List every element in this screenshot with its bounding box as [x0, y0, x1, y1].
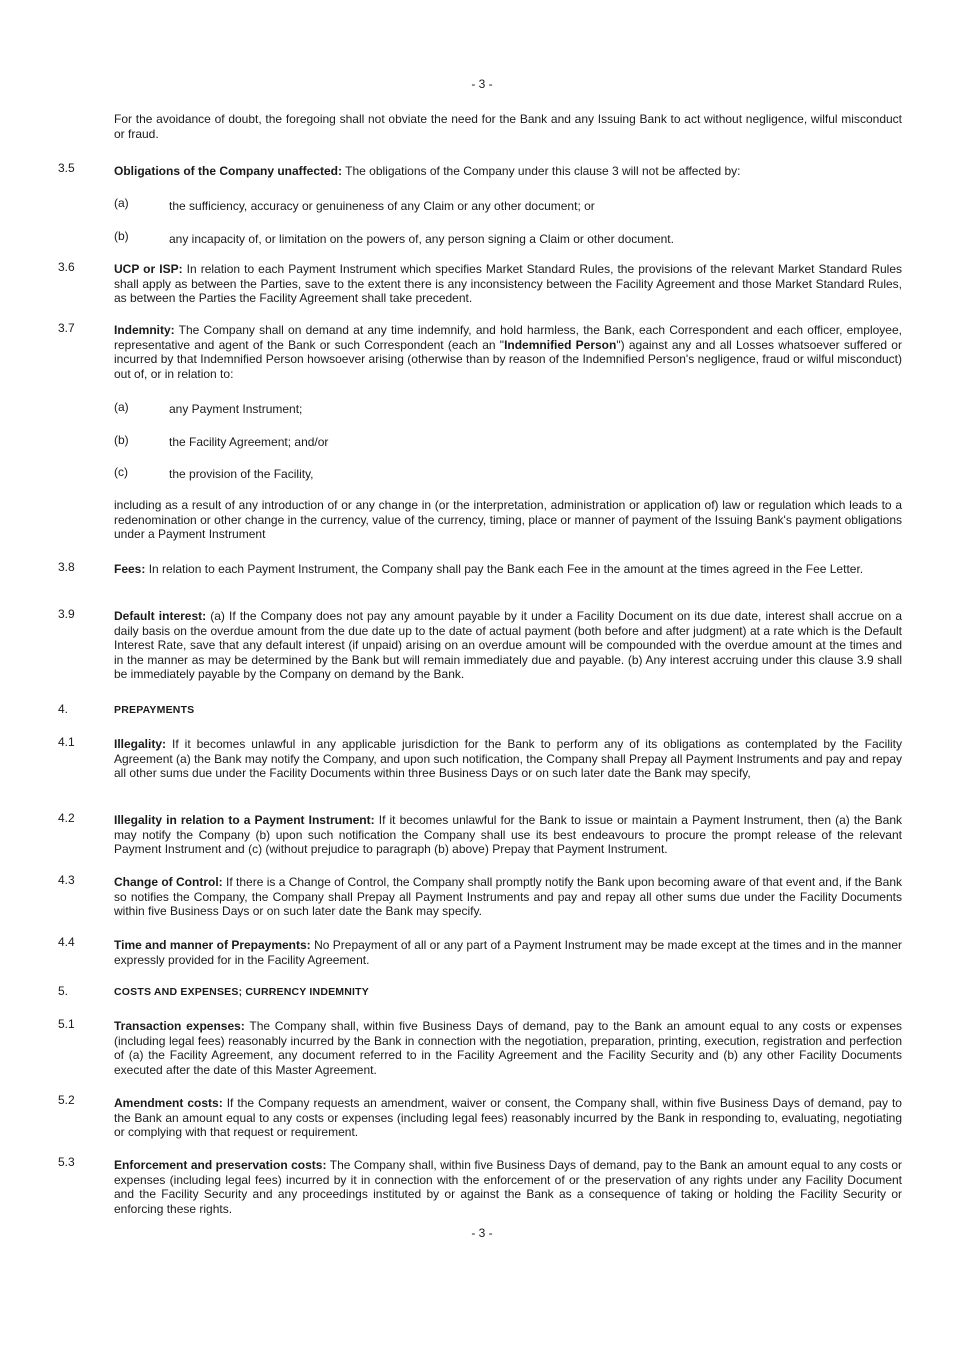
- defined-term: Indemnified Person: [504, 337, 617, 352]
- clause-heading: Enforcement and preservation costs:: [114, 1158, 327, 1172]
- clause-heading: Indemnity:: [114, 323, 175, 337]
- clause-3-7-tail: including as a result of any introduction of or any change in (or the interpretation, administration or application of) law or regulation which leads to a redenomination or other change in the currency, value of the currency, timing, place or manner of payment of the Issuing Bank's payment obligations under a Payment Instrument: [114, 498, 902, 541]
- item-text: the provision of the Facility,: [169, 467, 314, 481]
- clause-5-2: [114, 1096, 902, 1140]
- item-text: the sufficiency, accuracy or genuineness of any Claim or any other document; or: [169, 199, 595, 213]
- clause-number-3-8: 3.8: [58, 560, 75, 574]
- clause-text: In relation to each Payment Instrument which specifies Market Standard Rules, the provisions of the relevant Market Standard Rules shall apply as between the Parties, save to the extent there is any inconsistency between the Facility Agreement and those Market Standard Rules, as between the Parties the Facility Agreement shall take precedent.: [114, 262, 902, 305]
- clause-number-3-7: 3.7: [58, 321, 75, 335]
- clause-number-4-3: 4.3: [58, 873, 75, 887]
- item-text: any incapacity of, or limitation on the powers of, any person signing a Claim or other document.: [169, 232, 674, 246]
- intro-paragraph: For the avoidance of doubt, the foregoing shall not obviate the need for the Bank and any Issuing Bank to act without negligence, wilful misconduct or fraud.: [114, 112, 902, 141]
- clause-number-5-3: 5.3: [58, 1155, 75, 1169]
- clause-3-9: [114, 609, 902, 682]
- clause-3-7: [114, 323, 902, 381]
- clause-heading: UCP or ISP:: [114, 262, 183, 276]
- item-label: (c): [114, 465, 128, 479]
- clause-heading: Illegality:: [114, 737, 167, 751]
- clause-text: The Company shall on demand at any time indemnify, and hold harmless, the Bank, each Correspondent and each officer, employee, representative and agent of the Bank or such Correspondent (each an ": [114, 323, 902, 352]
- clause-text: (a) If the Company does not pay any amount payable by it under a Facility Document on its due date, interest shall accrue on a daily basis on the overdue amount from the due date up to the date of actual payment (both before and after judgment) at a rate which is the Default Interest Rate, save that any default interest (if unpaid) arising on an overdue amount will be compounded with the overdue amount at the times and in the manner as may be determined by the Bank but will remain immediately due and payable. (b) Any interest accruing under this clause 3.9 shall be immediately payable by the Company on demand by the Bank.: [114, 609, 903, 681]
- section-number-5: 5.: [58, 984, 69, 998]
- clause-number-3-9: 3.9: [58, 607, 75, 621]
- clause-number-3-6: 3.6: [58, 260, 75, 274]
- clause-text: If it becomes unlawful for the Bank to issue or maintain a Payment Instrument, then (a) the Bank may notify the Company (b) upon such notification the Company shall use its best endeavours to procure the prompt release of the relevant Payment Instrument and (c) (without prejudice to paragraph (b) above) Prepay that Payment Instrument.: [114, 813, 902, 856]
- clause-5-3: [114, 1158, 902, 1216]
- clause-text: If it becomes unlawful in any applicable jurisdiction for the Bank to perform any of its obligations as contemplated by the Facility Agreement (a) the Bank may notify the Company, and upon such notification, the Company shall Prepay all Payment Instruments and pay and repay all other sums due under the Facility Documents within three Business Days or on such later date the Bank may specify,: [114, 737, 902, 780]
- clause-4-1: [114, 737, 902, 781]
- clause-heading: Transaction expenses:: [114, 1019, 245, 1033]
- item-label: (b): [114, 229, 129, 243]
- clause-heading: Obligations of the Company unaffected:: [114, 164, 343, 178]
- clause-number-5-2: 5.2: [58, 1093, 75, 1107]
- clause-number-4-2: 4.2: [58, 811, 75, 825]
- clause-text: In relation to each Payment Instrument, the Company shall pay the Bank each Fee in the amount at the times agreed in the Fee Letter.: [148, 562, 864, 576]
- item-label: (a): [114, 400, 129, 414]
- clause-number-5-1: 5.1: [58, 1017, 75, 1031]
- clause-heading: Default interest:: [114, 609, 207, 623]
- clause-3-5: [114, 164, 902, 179]
- clause-number-4-1: 4.1: [58, 735, 75, 749]
- clause-text: The obligations of the Company under this clause 3 will not be affected by:: [345, 164, 741, 178]
- clause-text: No Prepayment of all or any part of a Payment Instrument may be made except at the times and in the manner expressly provided for in the Facility Agreement.: [114, 938, 903, 967]
- item-label: (b): [114, 433, 129, 447]
- clause-number-4-4: 4.4: [58, 935, 75, 949]
- clause-text: The Company shall, within five Business Days of demand, pay to the Bank an amount equal to any costs or expenses (including legal fees) reasonably incurred by the Bank in connection with the negotiation, preparation, printing, execution, registration and perfection of (a) the Facility Agreement, any document referred to in the Facility Agreement and the Facility Security and (b) any other Facility Documents executed after the date of this Master Agreement.: [114, 1019, 903, 1077]
- clause-text: If there is a Change of Control, the Company shall promptly notify the Bank upon becoming aware of that event and, if the Bank so notifies the Company, the Company shall Prepay all Payment Instruments and pay and repay all other sums due under the Facility Documents within five Business Days or on such later date the Bank may specify.: [114, 875, 902, 918]
- item-label: (a): [114, 196, 129, 210]
- clause-4-4: [114, 938, 902, 967]
- page-number-footer: - 3 -: [471, 1226, 493, 1240]
- clause-heading: Fees:: [114, 562, 146, 576]
- clause-heading: Time and manner of Prepayments:: [114, 938, 311, 952]
- clause-text: The Company shall, within five Business Days of demand, pay to the Bank an amount equal to any costs or expenses (including legal fees) incurred by it in connection with the enforcement of or the preservation of any rights under any Facility Document and the Facility Security and any proceedings instituted by or against the Bank as a consequence of taking or holding the Facility Security or enforcing these rights.: [114, 1158, 902, 1216]
- item-text: the Facility Agreement; and/or: [169, 435, 329, 449]
- clause-heading: Change of Control:: [114, 875, 223, 889]
- section-number-4: 4.: [58, 702, 69, 716]
- clause-3-8: [114, 562, 902, 577]
- section-title-costs: COSTS AND EXPENSES; CURRENCY INDEMNITY: [114, 986, 369, 998]
- clause-4-3: [114, 875, 902, 919]
- clause-3-6: [114, 262, 902, 306]
- clause-number-3-5: 3.5: [58, 161, 75, 175]
- clause-heading: Amendment costs:: [114, 1096, 223, 1110]
- clause-5-1: [114, 1019, 902, 1077]
- item-text: any Payment Instrument;: [169, 402, 303, 416]
- page-number-header: - 3 -: [471, 77, 493, 91]
- clause-text: If the Company requests an amendment, waiver or consent, the Company shall, within five Business Days of demand, pay to the Bank an amount equal to any costs or expenses (including legal fees) reasonably incurred by the Bank in responding to, evaluating, negotiating or complying with that request or requirement.: [114, 1096, 902, 1139]
- section-title-prepayments: PREPAYMENTS: [114, 704, 195, 716]
- clause-4-2: [114, 813, 902, 857]
- clause-text: ") against any and all Losses whatsoever suffered or incurred by that Indemnified Person howsoever arising (otherwise than by reason of the Indemnified Person's negligence, fraud or wilful misconduct) out of, or in relation to:: [114, 337, 902, 381]
- clause-heading: Illegality in relation to a Payment Instrument:: [114, 813, 375, 827]
